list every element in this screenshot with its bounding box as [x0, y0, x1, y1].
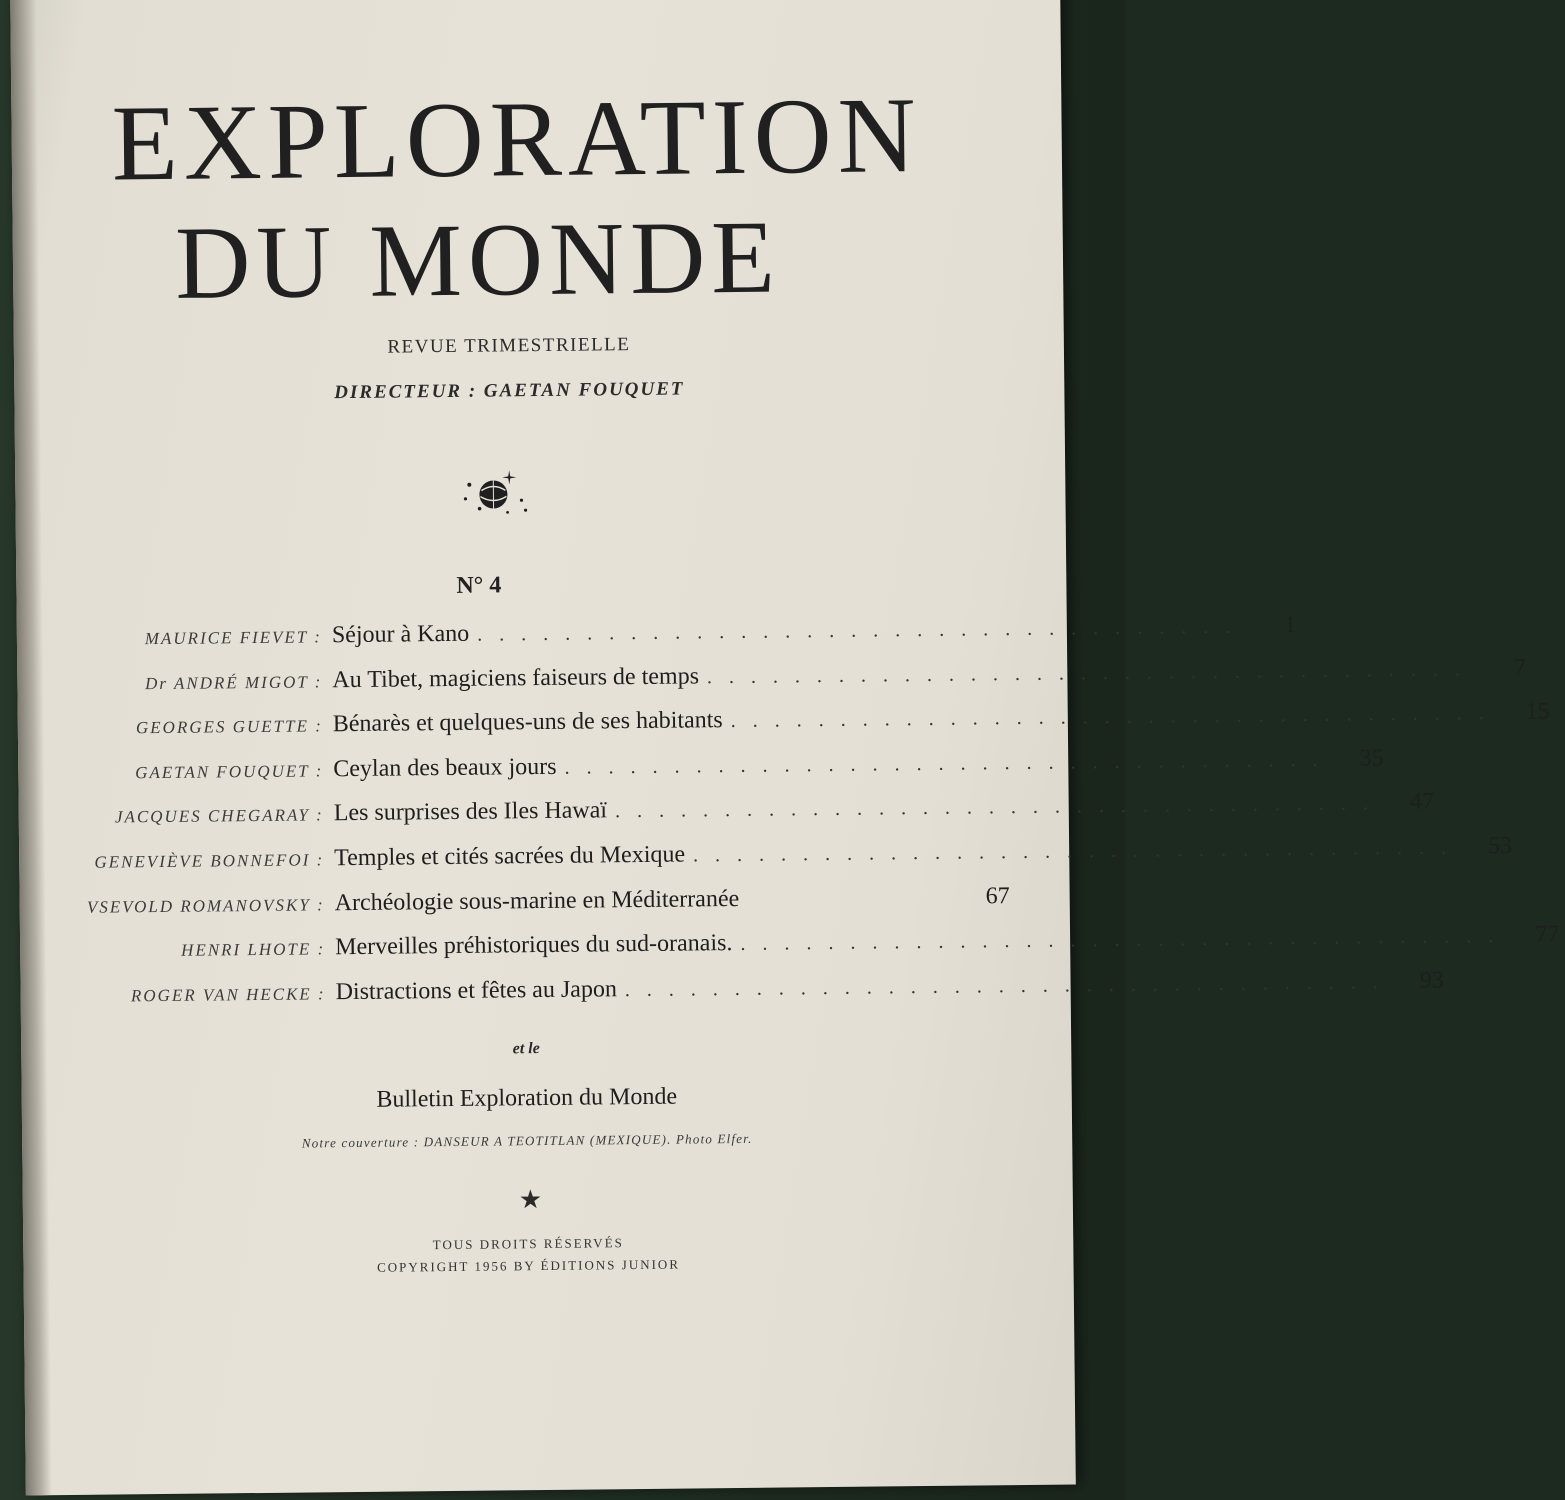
toc-page: 67 [985, 882, 1010, 909]
toc-leader-dots [739, 903, 949, 905]
toc-leader-dots: . . . . . . . . . . . . . . . . . . . . . . . . . . . . . . . . . . . [477, 615, 1237, 646]
subtitle: REVUE TRIMESTRIELLE [387, 334, 631, 358]
toc-leader-dots: . . . . . . . . . . . . . . . . . . . . . . . . . . . . . . . . . . . [564, 748, 1324, 779]
toc-leader-dots: . . . . . . . . . . . . . . . . . . . . . . . . . . . . . . . . . . . [614, 792, 1375, 823]
issue-number: N° 4 [456, 572, 502, 599]
toc-page: 93 [1419, 967, 1444, 994]
toc-author: VSEVOLD ROMANOVSKY : [86, 894, 325, 917]
director-line: DIRECTEUR : GAETAN FOUQUET [334, 378, 685, 404]
toc-author: GEORGES GUETTE : [135, 716, 323, 738]
title-line-2: DU MONDE [174, 199, 782, 321]
rights-block [3, 1228, 1053, 1283]
cover-note: Notre couverture : DANSEUR A TEOTITLAN (MEXIQUE). Photo Elfer. [301, 1130, 753, 1151]
toc-article: Les surprises des Iles Hawaï [333, 797, 608, 827]
toc-page: 53 [1487, 832, 1513, 860]
toc-row [61, 967, 1444, 1027]
title-line-1: EXPLORATION [111, 76, 923, 204]
book-page [10, 0, 1560, 1495]
toc-page: 7 [1513, 654, 1527, 681]
toc-author: JACQUES CHEGARAY : [114, 805, 324, 827]
toc-page: 1 [1283, 612, 1297, 639]
toc-article: Bénarès et quelques-uns de ses habitants [332, 707, 723, 738]
toc-article: Temples et cités sacrées du Mexique [334, 841, 686, 872]
toc-author: GENEVIÈVE BONNEFOI : [94, 850, 325, 872]
toc-page: 35 [1359, 744, 1384, 772]
toc-leader-dots: . . . . . . . . . . . . . . . . . . . . . . . . . . . . . . . . . . . [706, 657, 1467, 688]
table-of-contents [57, 612, 1560, 1026]
toc-page: 15 [1525, 698, 1550, 725]
toc-article: Au Tibet, magiciens faiseurs de temps [332, 662, 700, 693]
toc-article: Merveilles préhistoriques du sud-oranais. [335, 930, 733, 961]
toc-leader-dots: . . . . . . . . . . . . . . . . . . . . . . . . . . . . . . . . . . . [692, 836, 1453, 867]
toc-page: 77 [1535, 921, 1560, 948]
toc-leader-dots: . . . . . . . . . . . . . . . . . . . . . . . . . . . . . . . . . . . [740, 925, 1500, 956]
rights-line-1: TOUS DROITS RÉSERVÉS [432, 1235, 624, 1253]
toc-author: Dr ANDRÉ MIGOT : [144, 671, 323, 693]
toc-author: MAURICE FIEVET : [144, 627, 323, 649]
toc-leader-dots: . . . . . . . . . . . . . . . . . . . . . . . . . . . . . . . . . . . [730, 702, 1490, 733]
toc-article: Séjour à Kano [331, 620, 470, 649]
toc-author: ROGER VAN HECKE : [130, 984, 326, 1006]
toc-leader-dots: . . . . . . . . . . . . . . . . . . . . . . . . . . . . . . . . . . . [624, 970, 1384, 1001]
star-icon: ★ [518, 1185, 543, 1215]
toc-author: HENRI LHOTE : [181, 939, 326, 960]
toc-article: Ceylan des beaux jours [333, 753, 557, 782]
et-le-text: et le [512, 1040, 540, 1058]
toc-page: 47 [1409, 789, 1435, 816]
bulletin-title: Bulletin Exploration du Monde [376, 1083, 678, 1113]
rights-line-2: COPYRIGHT 1956 BY ÉDITIONS JUNIOR [376, 1256, 681, 1275]
toc-author: GAETAN FOUQUET : [135, 761, 324, 783]
toc-article: Distractions et fêtes au Japon [335, 975, 617, 1005]
globe-star-ornament-icon [455, 460, 536, 521]
toc-article: Archéologie sous-marine en Méditerranée [334, 885, 740, 916]
